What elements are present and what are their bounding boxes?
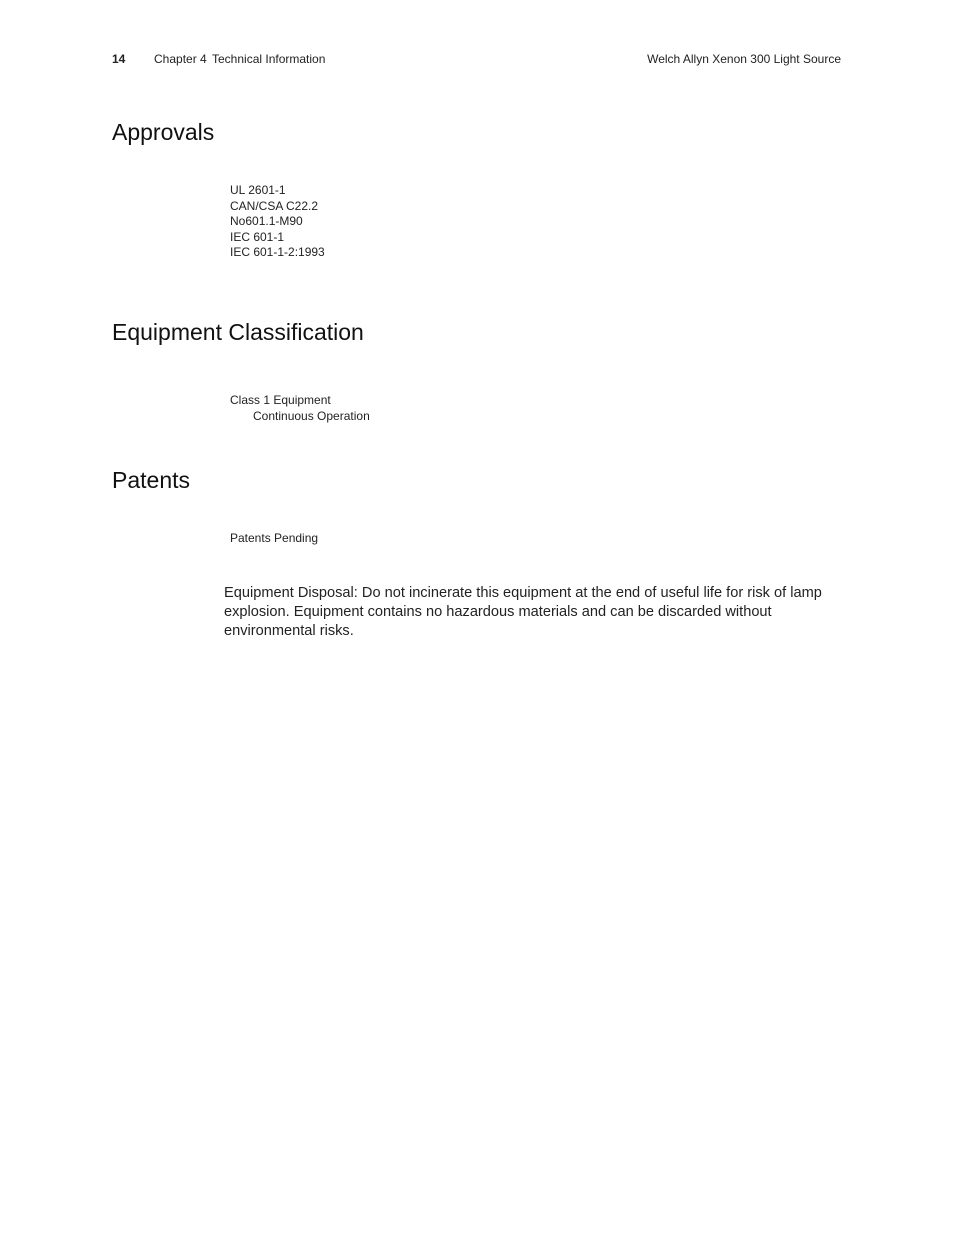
document-title: Welch Allyn Xenon 300 Light Source — [647, 52, 841, 66]
patents-list — [230, 531, 318, 547]
approval-item: IEC 601-1 — [230, 229, 285, 244]
approvals-list — [230, 183, 325, 261]
classification-list — [230, 393, 370, 424]
disposal-paragraph: Equipment Disposal: Do not incinerate this equipment at the end of useful life for risk of lamp explosion. Equipment contains no hazardous materials and can be discarded without environmental risks. — [224, 585, 822, 640]
patents-heading: Patents — [112, 467, 190, 493]
page-number: 14 — [112, 52, 126, 66]
classification-item: Continuous Operation — [253, 408, 370, 423]
chapter-title: Technical Information — [212, 52, 326, 66]
approval-item: No601.1-M90 — [230, 214, 303, 229]
patent-item: Patents Pending — [230, 531, 319, 545]
approval-item: CAN/CSA C22.2 — [230, 198, 319, 213]
equipment-classification-heading: Equipment Classification — [112, 319, 364, 345]
page-header — [112, 52, 841, 70]
approvals-heading: Approvals — [112, 119, 215, 145]
approval-item: UL 2601-1 — [230, 183, 286, 197]
approval-item: IEC 601-1-2:1993 — [230, 245, 325, 260]
classification-item: Class 1 Equipment — [230, 393, 331, 407]
chapter-label: Chapter 4 — [154, 52, 207, 66]
